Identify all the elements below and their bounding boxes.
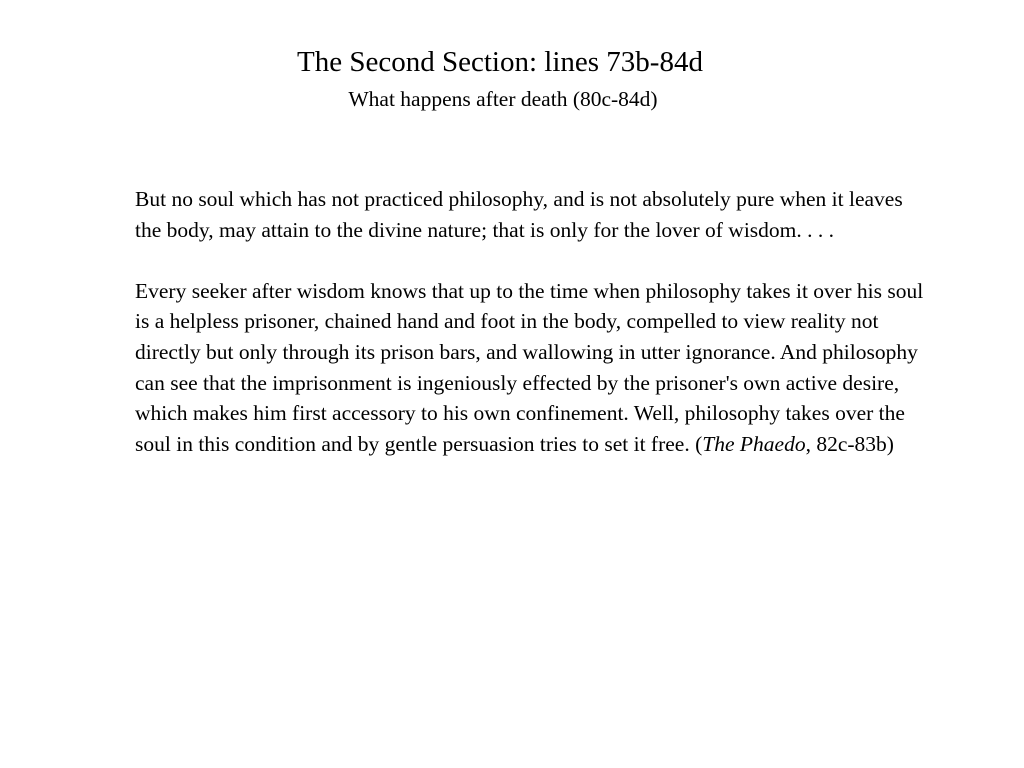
quote-paragraph-1: But no soul which has not practiced philosophy, and is not absolutely pure when it leaves the body, may attain to the divine nature; that is only for the lover of wisdom. . . .: [135, 187, 903, 242]
citation-title: The Phaedo: [702, 431, 806, 456]
slide-title: The Second Section: lines 73b-84d: [297, 46, 703, 78]
slide-subtitle: What happens after death (80c-84d): [348, 87, 658, 111]
quote-body: [135, 184, 925, 459]
quote-paragraph-2-text: Every seeker after wisdom knows that up to the time when philosophy takes it over his soul is a helpless prisoner, chained hand and foot in the body, compelled to view reality not directly but only through its prison bars, and wallowing in utter ignorance. And philosophy can see that the imprisonment is ingeniously effected by the prisoner's own active desire, which makes him first accessory to his own confinement. Well, philosophy takes over the soul in this condition and by gentle persuasion tries to set it free. (: [135, 278, 924, 456]
quote-paragraph-2: [135, 276, 925, 460]
citation-reference: , 82c-83b): [805, 431, 894, 456]
